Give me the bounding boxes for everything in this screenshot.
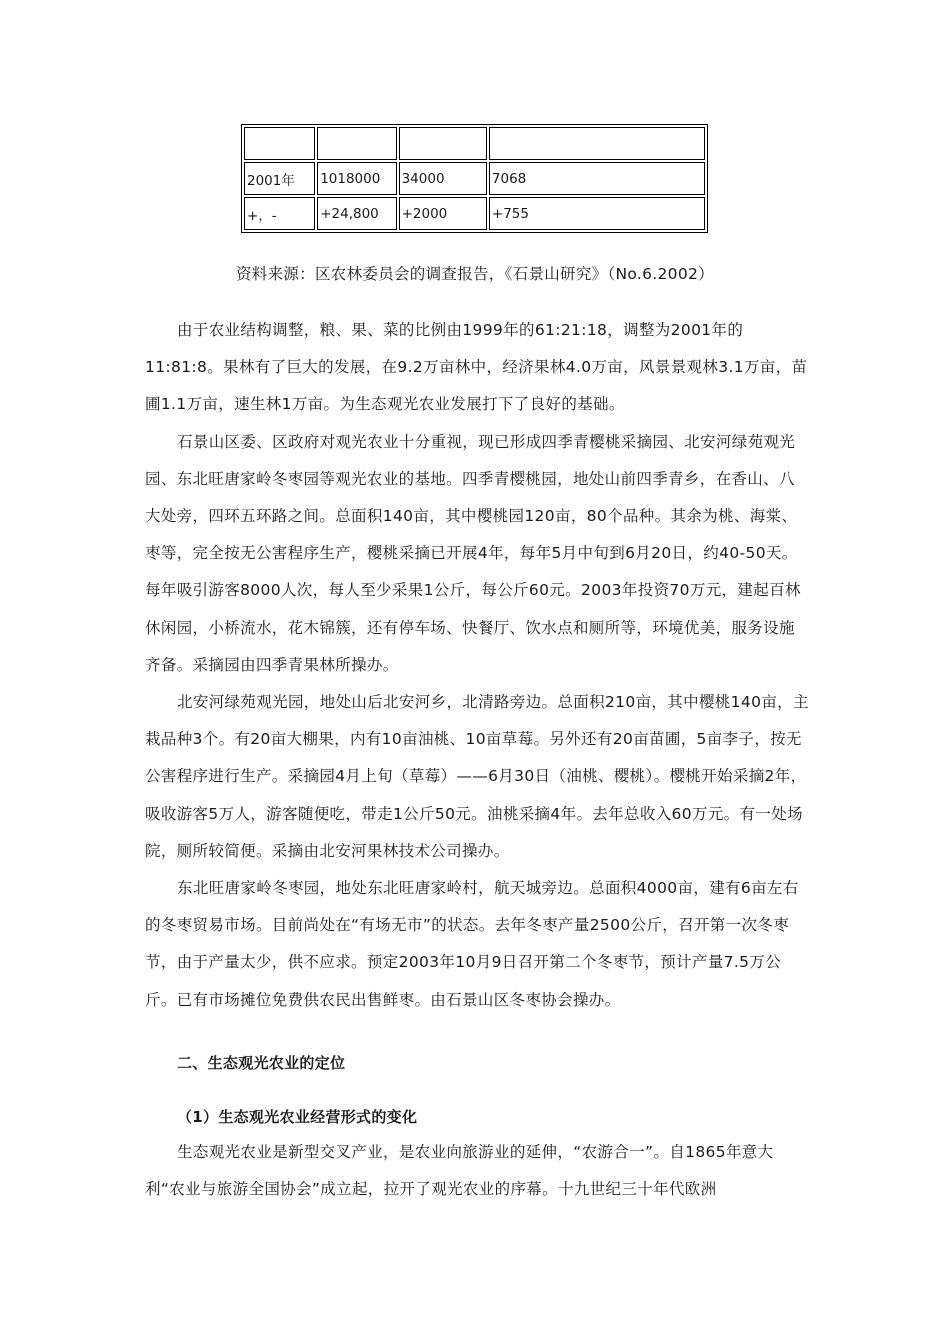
source-note: 资料来源：区农林委员会的调查报告，《石景山研究》（No.6.2002） [236,265,714,283]
table-cell: +2000 [399,197,487,230]
paragraph: 由于农业结构调整，粮、果、菜的比例由1999年的61:21:18，调整为2001年的11:81:8。果林有了巨大的发展，在9.2万亩林中，经济果林4.0万亩，风景景观林3.1万亩，苗圃1.1万亩，速生林1万亩。为生态观光农业发展打下了良好的基础。 [145,321,808,414]
paragraph: 北安河绿苑观光园，地处山后北安河乡，北清路旁边。总面积210亩，其中樱桃140亩，主栽品种3个。有20亩大棚果，内有10亩油桃、10亩草莓。另外还有20亩苗圃，5亩李子，按无公害程序进行生产。采摘园4月上旬（草莓）——6月30日（油桃、樱桃）。樱桃开始采摘2年，吸收游客5万人，游客随便吃，带走1公斤50元。油桃采摘4年。去年总收入60万元。有一处场院，厕所较简便。采摘由北安河果林技术公司操办。 [145,693,809,860]
body-paragraphs [145,312,809,1019]
table-cell: +24,800 [317,197,396,230]
paragraph: 生态观光农业是新型交叉产业，是农业向旅游业的延伸，“农游合一”。自1865年意大利“农业与旅游全国协会”成立起，拉开了观光农业的序幕。十九世纪三十年代欧洲 [145,1143,774,1199]
table-cell: +755 [489,197,705,230]
final-paragraph-block [145,1134,809,1208]
subsection-heading: （1）生态观光农业经营形式的变化 [177,1108,418,1126]
table-cell: 7068 [489,162,705,195]
data-table [241,124,708,233]
paragraph: 东北旺唐家岭冬枣园，地处东北旺唐家岭村，航天城旁边。总面积4000亩，建有6亩左右的冬枣贸易市场。目前尚处在“有场无市”的状态。去年冬枣产量2500公斤，召开第一次冬枣节，由于产量太少，供不应求。预定2003年10月9日召开第二个冬枣节，预计产量7.5万公斤。已有市场摊位免费供农民出售鲜枣。由石景山区冬枣协会操办。 [145,879,799,1009]
table-header-cell [399,127,487,160]
table-cell: 1018000 [317,162,396,195]
table-cell: 2001年 [244,162,315,195]
table-header-row [244,127,705,160]
table-cell: 34000 [399,162,487,195]
table-cell: +，- [244,197,315,230]
table-row [244,162,705,195]
table-header-cell [244,127,315,160]
paragraph: 石景山区委、区政府对观光农业十分重视，现已形成四季青樱桃采摘园、北安河绿苑观光园、东北旺唐家岭冬枣园等观光农业的基地。四季青樱桃园，地处山前四季青乡，在香山、八大处旁，四环五环路之间。总面积140亩，其中樱桃园120亩，80个品种。其余为桃、海棠、枣等，完全按无公害程序生产，樱桃采摘已开展4年，每年5月中旬到6月20日，约40-50天。每年吸引游客8000人次，每人至少采果1公斤，每公斤60元。2003年投资70万元，建起百林休闲园，小桥流水，花木锦簇，还有停车场、快餐厅、饮水点和厕所等，环境优美，服务设施齐备。采摘园由四季青果林所操办。 [145,432,801,674]
table-header-cell [317,127,396,160]
table-row [244,197,705,230]
section-heading: 二、生态观光农业的定位 [177,1054,346,1072]
table-header-cell [489,127,705,160]
